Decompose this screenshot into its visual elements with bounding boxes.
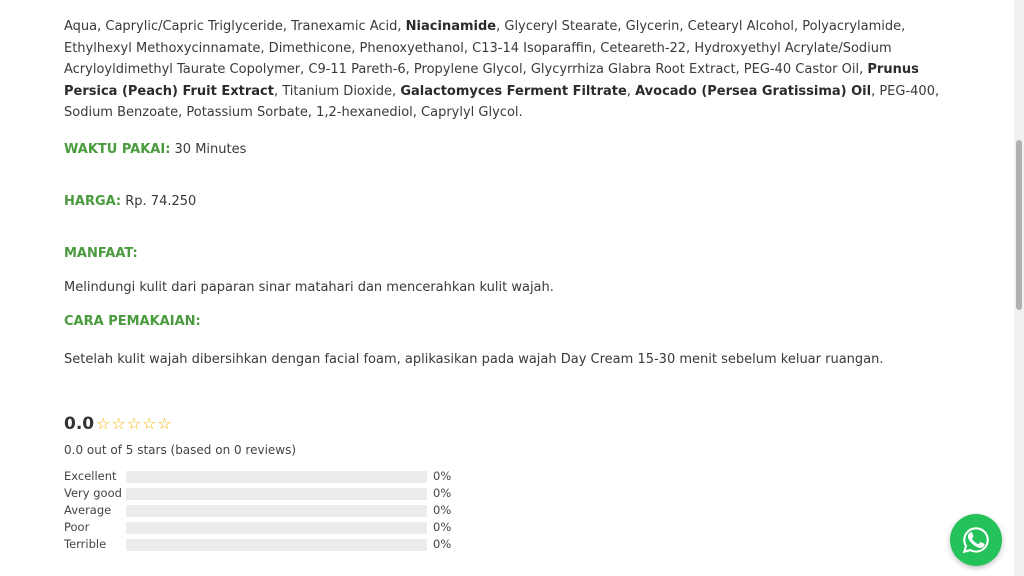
page-scrollbar[interactable] (1014, 0, 1024, 576)
harga-label: HARGA: (64, 194, 122, 209)
cara-pemakaian-label: CARA PEMAKAIAN: (64, 314, 201, 329)
rating-bar-percent: 0% (433, 486, 452, 500)
rating-bar-row (64, 502, 464, 519)
rating-bar-row (64, 519, 464, 536)
scrollbar-thumb[interactable] (1016, 140, 1022, 310)
rating-bar-label: Poor (64, 520, 90, 534)
whatsapp-chat-button[interactable] (950, 514, 1002, 566)
rating-bar-percent: 0% (433, 469, 452, 483)
harga-value: Rp. 74.250 (121, 194, 197, 209)
rating-bar-label: Terrible (64, 537, 107, 551)
rating-bar-label: Excellent (64, 469, 117, 483)
rating-bar-percent: 0% (433, 537, 452, 551)
ingredient-galactomyces: Galactomyces Ferment Filtrate (400, 83, 627, 99)
waktu-pakai-value: 30 Minutes (170, 142, 247, 157)
ingredients-part-1: Aqua, Caprylic/Capric Triglyceride, Tranexamic Acid, (64, 19, 406, 34)
ingredient-niacinamide: Niacinamide (405, 19, 497, 34)
star-outline-icon: ☆ (142, 414, 157, 433)
rating-breakdown (64, 468, 464, 553)
star-outline-icon: ☆ (126, 414, 142, 433)
rating-bar-label: Very good (64, 486, 122, 500)
ingredients-part-3: , Titanium Dioxide, (273, 83, 401, 99)
rating-stars (96, 414, 172, 434)
ingredient-peach-extract: Prunus Persica (Peach) Fruit Extract (64, 62, 919, 99)
rating-bar-track (126, 471, 427, 483)
rating-bar-track (126, 539, 427, 551)
rating-summary: 0.0 out of 5 stars (based on 0 reviews) (64, 443, 297, 457)
manfaat-label: MANFAAT: (64, 246, 138, 261)
star-outline-icon: ☆ (157, 414, 172, 433)
ingredients-part-2: , Glyceryl Stearate, Glycerin, Cetearyl Alcohol, Polyacrylamide, Ethylhexyl Methoxycinnamate, Dimethicone, Phenoxyethanol, C13-14 Isoparaffin, Ceteareth-22, Hydroxyethyl Acrylate/Sodium Acryloyldimethyl Taurate Copolymer, C9-11 Pareth-6, Propylene Glycol, Glycyrrhiza Glabra Root Extract, PEG-40 Castor Oil, (64, 19, 906, 77)
ingredients-part-5: , PEG-400, Sodium Benzoate, Potassium Sorbate, 1,2-hexanediol, Caprylyl Glycol. (64, 83, 940, 120)
ingredients-part-4: , (626, 83, 636, 99)
rating-score: 0.0 (64, 414, 95, 434)
rating-bar-track (126, 488, 427, 500)
star-outline-icon: ☆ (111, 414, 126, 433)
waktu-pakai-label: WAKTU PAKAI: (64, 142, 171, 157)
ingredient-avocado-oil: Avocado (Persea Gratissima) Oil (635, 83, 872, 99)
rating-bar-row (64, 536, 464, 553)
waktu-pakai (64, 141, 246, 159)
rating-bar-track (126, 522, 427, 534)
whatsapp-icon (961, 525, 991, 555)
manfaat-text: Melindungi kulit dari paparan sinar matahari dan mencerahkan kulit wajah. (64, 280, 554, 295)
ingredients-text (64, 16, 954, 124)
cara-pemakaian-text: Setelah kulit wajah dibersihkan dengan facial foam, aplikasikan pada wajah Day Cream 15-30 menit sebelum keluar ruangan. (64, 352, 884, 367)
rating-bar-label: Average (64, 503, 112, 517)
harga (64, 193, 196, 211)
rating-bar-row (64, 485, 464, 502)
rating-bar-percent: 0% (433, 503, 452, 517)
star-outline-icon: ☆ (96, 414, 111, 433)
rating-bar-row (64, 468, 464, 485)
rating-bar-percent: 0% (433, 520, 452, 534)
rating-bar-track (126, 505, 427, 517)
